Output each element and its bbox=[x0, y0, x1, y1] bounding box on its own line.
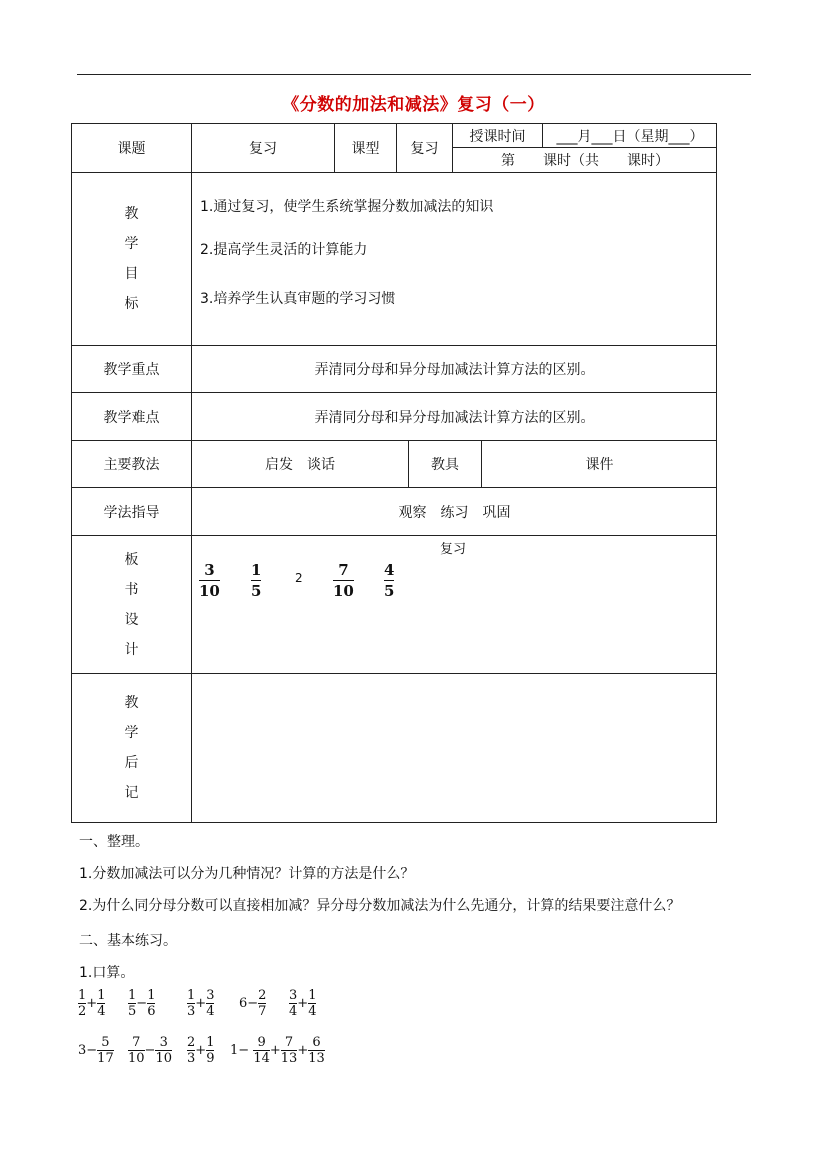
tools-value: 课件 bbox=[585, 457, 614, 473]
exercise-expression: $\frac{1}{2}$ + $\frac{1}{4}$ bbox=[78, 988, 106, 1019]
tools-label: 教具 bbox=[431, 457, 459, 473]
exercise-expression: $\frac{2}{3}$ + $\frac{1}{9}$ bbox=[187, 1035, 215, 1066]
guidance-label: 学法指导 bbox=[103, 504, 160, 521]
key-points-value: 弄清同分母和异分母加减法计算方法的区别。 bbox=[314, 362, 595, 378]
exercise-expression: $\frac{3}{4}$ + $\frac{1}{4}$ bbox=[289, 988, 317, 1019]
period-field: 第 课时（共 课时） bbox=[501, 153, 669, 169]
methods-value: 启发 谈话 bbox=[265, 457, 335, 473]
question-item: 2.为什么同分母分数可以直接相加减？异分母分数加减法为什么先通分，计算的结果要注意什么？ bbox=[79, 898, 681, 914]
type-label: 课型 bbox=[351, 141, 380, 157]
key-points-label: 教学重点 bbox=[103, 362, 160, 378]
methods-label: 主要教法 bbox=[103, 457, 160, 473]
section-heading: 二、基本练习。 bbox=[79, 933, 177, 949]
difficulties-value: 弄清同分母和异分母加减法计算方法的区别。 bbox=[314, 409, 595, 426]
difficulties-label: 教学难点 bbox=[103, 409, 160, 426]
board-heading: 复习 bbox=[440, 542, 467, 557]
board-small-number: 2 bbox=[295, 571, 303, 585]
exercise-expression: $\frac{1}{5}$ − $\frac{1}{6}$ bbox=[128, 988, 156, 1019]
objective-item: 1.通过复习，使学生系统掌握分数加减法的知识 bbox=[200, 199, 494, 215]
exercise-expression: 6− $\frac{2}{7}$ bbox=[239, 988, 267, 1019]
date-field: ___月___日（星期___） bbox=[556, 128, 704, 145]
reflection-label: 教 学 后 记 bbox=[124, 695, 139, 801]
board-fraction: 7 10 bbox=[333, 561, 354, 600]
exercise-expression: $\frac{7}{10}$ − $\frac{3}{10}$ bbox=[128, 1035, 172, 1066]
board-label: 板 书 设 计 bbox=[124, 551, 139, 658]
section-heading: 一、整理。 bbox=[79, 834, 149, 850]
type-value: 复习 bbox=[410, 141, 439, 157]
objective-item: 3.培养学生认真审题的学习习惯 bbox=[200, 291, 396, 307]
objective-item: 2.提高学生灵活的计算能力 bbox=[200, 242, 368, 258]
board-fraction: 3 10 bbox=[199, 561, 220, 600]
topic-label: 课题 bbox=[117, 141, 146, 157]
subsection-heading: 1.口算。 bbox=[79, 965, 135, 981]
exercise-expression: 1− $\frac{9}{14}$ + $\frac{7}{13}$ + $\frac{6}{13}$ bbox=[230, 1035, 325, 1066]
guidance-value: 观察 练习 巩固 bbox=[398, 504, 511, 521]
document-title: 《分数的加法和减法》复习（一） bbox=[282, 95, 545, 115]
objectives-label: 教 学 目 标 bbox=[124, 206, 139, 312]
top-rule bbox=[77, 74, 751, 75]
reflection-area bbox=[192, 674, 716, 822]
topic-value: 复习 bbox=[249, 141, 277, 157]
board-fraction: 1 5 bbox=[251, 561, 262, 600]
board-fraction: 4 5 bbox=[384, 561, 395, 600]
question-item: 1.分数加减法可以分为几种情况？计算的方法是什么？ bbox=[79, 866, 415, 882]
exercise-expression: $\frac{1}{3}$ + $\frac{3}{4}$ bbox=[187, 988, 215, 1019]
time-label: 授课时间 bbox=[469, 128, 526, 145]
exercise-expression: 3− $\frac{5}{17}$ bbox=[78, 1035, 114, 1066]
